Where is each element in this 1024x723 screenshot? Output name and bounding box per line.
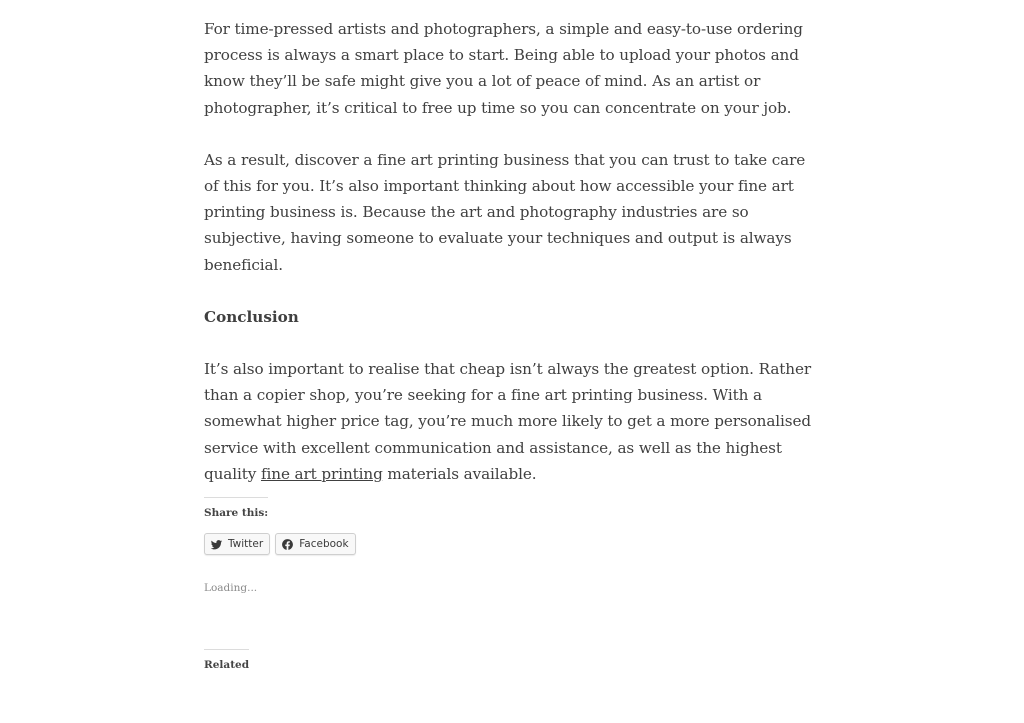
paragraph-ordering-process: For time-pressed artists and photographers, a simple and easy-to-use ordering process is always a smart place to start. Being able to upload your photos and know they’ll be safe might give you a lot of peace of mind. As an artist or photographer, it’s critical to free up time so you can concentrate on your job. xyxy=(204,20,803,117)
paragraph-trust-business: As a result, discover a fine art printing business that you can trust to take care of this for you. It’s also important thinking about how accessible your fine art printing business is. Because the art and photography industries are so subjective, having someone to evaluate your techniques and output is always beneficial. xyxy=(204,150,806,274)
fine-art-printing-link[interactable]: fine art printing xyxy=(260,464,383,483)
paragraph-conclusion xyxy=(204,356,820,487)
related-section xyxy=(204,649,249,672)
twitter-icon xyxy=(210,538,223,551)
twitter-share-button[interactable] xyxy=(204,533,270,555)
facebook-share-button[interactable] xyxy=(275,533,355,555)
share-section xyxy=(204,497,356,555)
article-body xyxy=(204,16,820,513)
conclusion-text-start: It’s also important to realise that cheap isn’t always the greatest option. Rather than a copier shop, you’re seeking for a fine art printing business. With a somewhat higher price tag, you’re much more likely to get a more personalised service with excellent communication and assistance, as well as the highest quality xyxy=(204,360,812,483)
facebook-label: Facebook xyxy=(299,538,349,550)
twitter-label: Twitter xyxy=(228,538,264,550)
related-title: Related xyxy=(204,649,249,671)
conclusion-heading: Conclusion xyxy=(204,307,299,326)
facebook-icon xyxy=(281,538,294,551)
conclusion-text-end: materials available. xyxy=(382,464,537,483)
share-title: Share this: xyxy=(204,497,268,519)
share-buttons xyxy=(204,533,356,555)
likes-loading-text: Loading... xyxy=(204,582,258,594)
